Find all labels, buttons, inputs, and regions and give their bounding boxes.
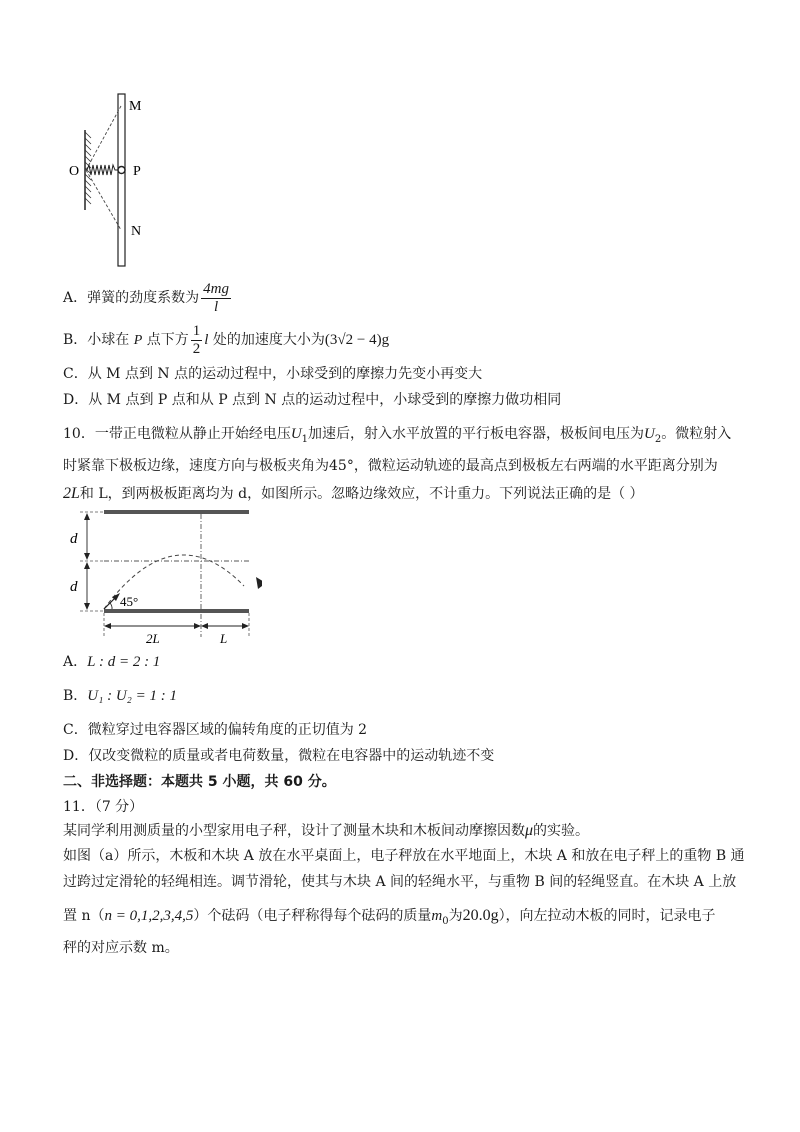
upper-plate: [104, 510, 249, 514]
vertical-rod: [118, 94, 125, 266]
q11-number: 11．（7 分）: [63, 799, 144, 815]
q10-stem-line2: 时紧靠下极板边缘，速度方向与极板夹角为45°，微粒运动轨迹的最高点到极板左右两端的水平距离分别为: [63, 458, 718, 474]
ball: [118, 167, 125, 174]
angle-arc: [110, 603, 112, 609]
q10-stem-line1: 10．一带正电微粒从静止开始经电压$U_1$加速后，射入水平放置的平行板电容器，极板间电压为$U_2$。微粒射入: [63, 426, 732, 445]
q9-option-a: A．弹簧的劲度系数为 $\frac{4mg}{l}$: [63, 280, 229, 315]
dashed-line-ON: [86, 170, 121, 230]
q11-line1: 某同学利用测质量的小型家用电子秤，设计了测量木块和木板间动摩擦因数μ的实验。: [63, 822, 590, 839]
label-N: N: [131, 224, 142, 239]
spring: [87, 165, 118, 175]
q10-option-c: C．微粒穿过电容器区域的偏转角度的正切值为 2: [63, 722, 368, 738]
q10-option-a: A．L : d = 2 : 1: [63, 654, 161, 670]
dashed-line-OM: [86, 106, 121, 170]
label-d-top: d: [70, 531, 78, 547]
label-M: M: [129, 99, 142, 114]
label-O: O: [69, 164, 80, 179]
q10-stem-line3: 2L和 L，到两极板距离均为 d，如图所示。忽略边缘效应，不计重力。下列说法正确的是（ ）: [63, 485, 644, 502]
capacitor-figure: [62, 505, 262, 650]
lower-plate: [104, 609, 249, 613]
q9-option-b: B．小球在 P 点下方 $\frac{1}{2}$ l 处的加速度大小为(3√2 − 4)g: [63, 322, 390, 357]
q9-option-c: C．从 M 点到 N 点的运动过程中，小球受到的摩擦力先变小再变大: [63, 366, 483, 382]
label-L: L: [220, 631, 228, 646]
spring-rod-figure: [60, 88, 170, 270]
label-P: P: [133, 164, 141, 179]
fraction-one-half: $\frac{1}{2}$: [192, 322, 201, 357]
fraction-4mg-over-l: $\frac{4mg}{l}$: [203, 280, 229, 315]
q10-option-b: B．U₁ : U₂ = 1 : 1: [63, 688, 178, 704]
q10-option-d: D．仅改变微粒的质量或者电荷数量，微粒在电容器中的运动轨迹不变: [63, 748, 495, 764]
section-heading: 二、非选择题：本题共 5 小题，共 60 分。: [63, 774, 336, 790]
q11-line3: 过跨过定滑轮的轻绳相连。调节滑轮，使其与木块 A 间的轻绳水平，与重物 B 间的轻绳竖直。在木块 A 上放: [63, 874, 737, 890]
label-d-bottom: d: [70, 579, 78, 595]
q11-line4: 置 n（n = 0,1,2,3,4,5）个砝码（电子秤称得每个砝码的质量$m_0$为20.0g），向左拉动木板的同时，记录电子: [63, 907, 716, 927]
label-45deg: 45°: [120, 594, 139, 609]
q9-option-d: D．从 M 点到 P 点和从 P 点到 N 点的运动过程中，小球受到的摩擦力做功相同: [63, 392, 562, 408]
q11-line2: 如图（a）所示，木板和木块 A 放在水平桌面上，电子秤放在水平地面上，木块 A 和放在电子秤上的重物 B 通: [63, 848, 745, 864]
q11-line5: 秤的对应示数 m。: [63, 940, 179, 956]
trajectory-arrowhead: [256, 577, 262, 589]
label-2L: 2L: [146, 631, 160, 646]
